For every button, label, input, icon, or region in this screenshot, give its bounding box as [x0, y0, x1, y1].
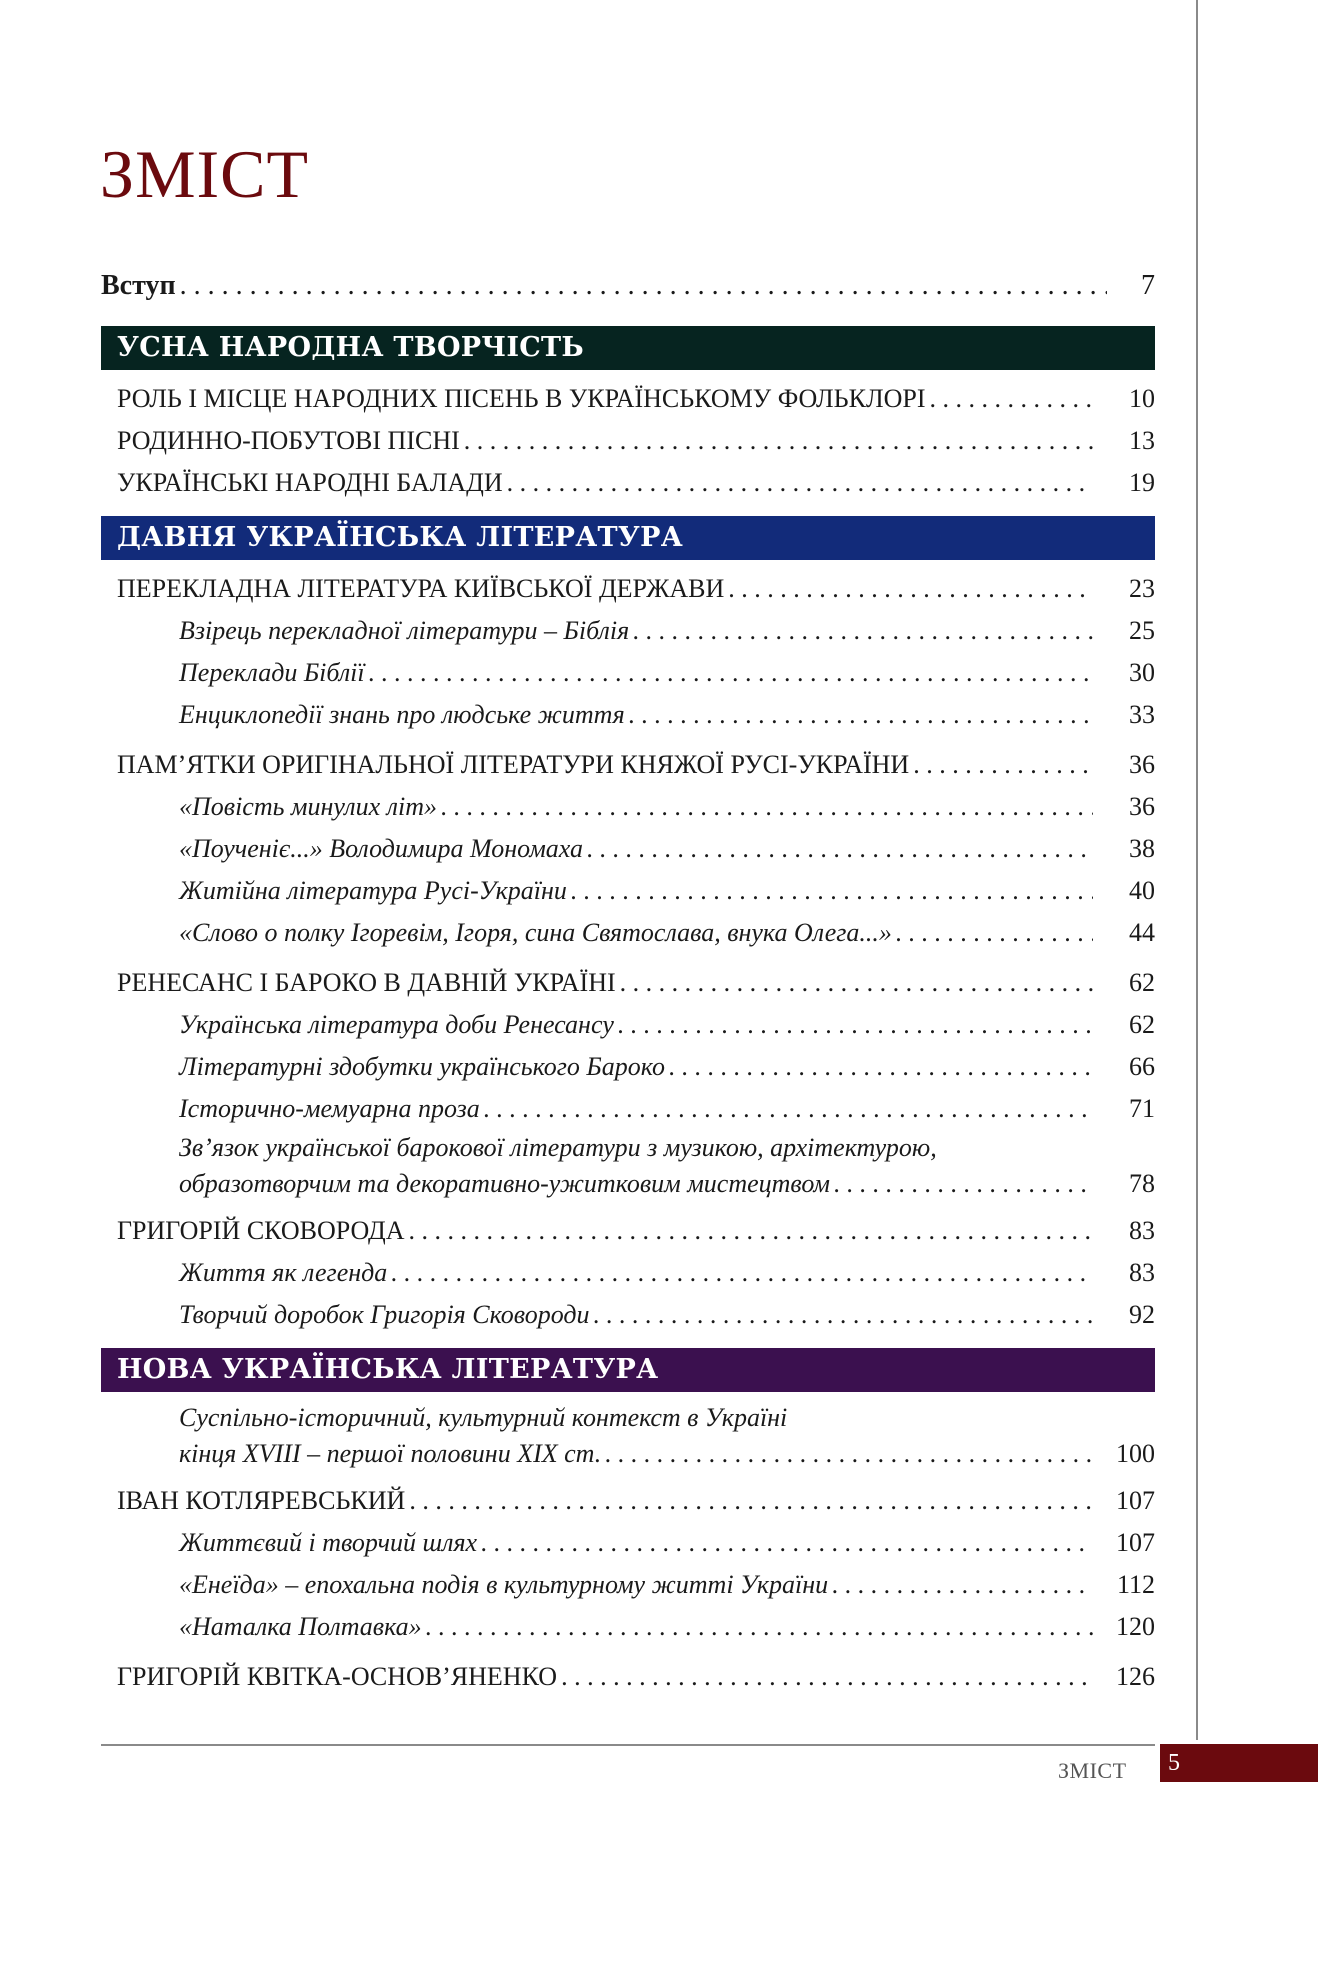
toc-entry-chapter[interactable]: [101, 420, 1155, 462]
toc-entry-chapter[interactable]: [101, 568, 1155, 610]
toc-entry-page: 10: [1129, 384, 1155, 413]
leader-dots: [629, 694, 1093, 736]
toc-entry-page: 13: [1129, 426, 1155, 455]
leader-dots: [561, 1656, 1093, 1698]
leader-dots: [620, 962, 1093, 1004]
toc-entry-page: 107: [1116, 1486, 1155, 1515]
toc-entry-chapter[interactable]: [101, 1480, 1155, 1522]
leader-dots: [409, 1480, 1093, 1522]
leader-dots: [633, 610, 1093, 652]
toc-entry-label: Життєвий і творчий шлях: [179, 1528, 478, 1557]
toc-entry-label: «Повість минулих літ»: [179, 792, 437, 821]
toc-intro-page: 7: [1141, 270, 1155, 301]
toc-entry-subtopic[interactable]: [101, 912, 1155, 954]
toc-entry-page: 112: [1116, 1570, 1155, 1599]
leader-dots: [484, 1088, 1093, 1130]
leader-dots: [464, 420, 1093, 462]
toc-entry-label: Переклади Біблії: [179, 658, 365, 687]
toc-entry-subtopic[interactable]: [101, 1088, 1155, 1130]
toc-entry-subtopic[interactable]: [101, 870, 1155, 912]
page-number: 5: [1168, 1750, 1180, 1776]
toc-entry-label: Українська література доби Ренесансу: [179, 1010, 614, 1039]
toc-entry-label: РЕНЕСАНС І БАРОКО В ДАВНІЙ УКРАЇНІ: [117, 968, 616, 997]
leader-dots: [896, 912, 1093, 954]
footer-page-box: [1160, 1744, 1318, 1782]
toc-entry-label: Житійна література Русі-України: [179, 876, 567, 905]
toc-intro-label: Вступ: [101, 270, 176, 301]
toc-entry-subtopic[interactable]: [101, 1606, 1155, 1648]
toc-entry-label: ПЕРЕКЛАДНА ЛІТЕРАТУРА КИЇВСЬКОЇ ДЕРЖАВИ: [117, 574, 725, 603]
toc-entry-page: 38: [1129, 834, 1155, 863]
toc-entry-page: 36: [1129, 750, 1155, 779]
toc-entry-label: РОЛЬ І МІСЦЕ НАРОДНИХ ПІСЕНЬ В УКРАЇНСЬКОМУ ФОЛЬКЛОРІ: [117, 384, 926, 413]
toc-entry-label: «Поученіє...» Володимира Мономаха: [179, 834, 583, 863]
section-heading: НОВА УКРАЇНСЬКА ЛІТЕРАТУРА: [101, 1348, 1155, 1392]
toc-entry-label: Життя як легенда: [179, 1258, 388, 1287]
toc-entry-subtopic[interactable]: [101, 610, 1155, 652]
toc-entry-page: 62: [1129, 1010, 1155, 1039]
page-title: ЗМІСТ: [100, 136, 310, 212]
toc-entry-page: 71: [1129, 1094, 1155, 1123]
leader-dots: [180, 258, 1107, 314]
leader-dots: [834, 1166, 1093, 1202]
toc-entry-subtopic[interactable]: [101, 786, 1155, 828]
section-heading: ДАВНЯ УКРАЇНСЬКА ЛІТЕРАТУРА: [101, 516, 1155, 560]
toc-entry-label: Творчий доробок Григорія Сковороди: [179, 1300, 590, 1329]
toc-entry-label: «Енеїда» – епохальна подія в культурному житті України: [179, 1570, 829, 1599]
toc-entry-page: 30: [1129, 658, 1155, 687]
toc-entry-subtopic[interactable]: [101, 652, 1155, 694]
toc-entry-page: 92: [1129, 1300, 1155, 1329]
toc-entry-page: 120: [1116, 1612, 1155, 1641]
footer-rule: [101, 1744, 1155, 1746]
leader-dots: [618, 1004, 1093, 1046]
toc-entry-page: 83: [1129, 1216, 1155, 1245]
toc-entry-chapter[interactable]: [101, 1656, 1155, 1698]
toc-entry-subtopic[interactable]: [101, 1252, 1155, 1294]
toc-entry-subtopic[interactable]: [101, 1004, 1155, 1046]
toc-entry-subtopic[interactable]: [101, 1564, 1155, 1606]
toc-entry-label: ІВАН КОТЛЯРЕВСЬКИЙ: [117, 1486, 406, 1515]
toc-entry-subtopic[interactable]: [101, 1294, 1155, 1336]
toc-entry-label: ГРИГОРІЙ СКОВОРОДА: [117, 1216, 405, 1245]
toc-entry-page: 107: [1116, 1528, 1155, 1557]
leader-dots: [929, 378, 1093, 420]
toc-entry-label: ПАМ’ЯТКИ ОРИГІНАЛЬНОЇ ЛІТЕРАТУРИ КНЯЖОЇ РУСІ-УКРАЇНИ: [117, 750, 910, 779]
spacer: [101, 1472, 1155, 1480]
toc-entry-page: 66: [1129, 1052, 1155, 1081]
toc-entry-subtopic[interactable]: [101, 828, 1155, 870]
toc-entry-subtopic[interactable]: [101, 694, 1155, 736]
toc-sections: [101, 326, 1155, 1698]
toc-entry-page: 83: [1129, 1258, 1155, 1287]
leader-dots: [409, 1210, 1093, 1252]
leader-dots: [594, 1294, 1093, 1336]
toc-entry-label: Зв’язок української барокової літератури з музикою, архітектурою,: [179, 1133, 937, 1162]
toc-entry-page: 40: [1129, 876, 1155, 905]
footer-running-title: ЗМІСТ: [1058, 1758, 1127, 1783]
leader-dots: [481, 1522, 1093, 1564]
toc-entry-page: 25: [1129, 616, 1155, 645]
toc-entry-subtopic[interactable]: [101, 1522, 1155, 1564]
leader-dots: [441, 786, 1093, 828]
spacer: [101, 1648, 1155, 1656]
spacer: [101, 736, 1155, 744]
leader-dots: [507, 462, 1093, 504]
toc-entry-subtopic[interactable]: [101, 1400, 1155, 1472]
spacer: [101, 954, 1155, 962]
spacer: [101, 1202, 1155, 1210]
toc-entry-label: УКРАЇНСЬКІ НАРОДНІ БАЛАДИ: [117, 468, 503, 497]
toc-entry-label: «Слово о полку Ігоревім, Ігоря, сина Святослава, внука Олега...»: [179, 918, 892, 947]
toc-entry-line: [179, 1436, 1155, 1472]
toc-entry-chapter[interactable]: [101, 744, 1155, 786]
toc-entry-line: [179, 1166, 1155, 1202]
leader-dots: [426, 1606, 1093, 1648]
leader-dots: [728, 568, 1093, 610]
toc-entry-chapter[interactable]: [101, 462, 1155, 504]
toc-entry-chapter[interactable]: [101, 962, 1155, 1004]
toc-entry-label: ГРИГОРІЙ КВІТКА-ОСНОВ’ЯНЕНКО: [117, 1662, 558, 1691]
leader-dots: [605, 1436, 1093, 1472]
toc-entry-label: Історично-мемуарна проза: [179, 1094, 480, 1123]
toc-entry-label-continued: кінця XVIII – першої половини ХІХ ст.: [179, 1439, 602, 1468]
toc-entry-page: 62: [1129, 968, 1155, 997]
section-heading: УСНА НАРОДНА ТВОРЧІСТЬ: [101, 326, 1155, 370]
toc-entry-label: Взірець перекладної літератури – Біблія: [179, 616, 630, 645]
toc-entry-page: 126: [1116, 1662, 1155, 1691]
toc-entry-label: «Наталка Полтавка»: [179, 1612, 422, 1641]
toc-entry-label: Літературні здобутки українського Бароко: [179, 1052, 665, 1081]
leader-dots: [391, 1252, 1093, 1294]
toc-entry-label: РОДИННО-ПОБУТОВІ ПІСНІ: [117, 426, 460, 455]
toc-entry-label: Суспільно-історичний, культурний контекст в Україні: [179, 1403, 788, 1432]
leader-dots: [571, 870, 1093, 912]
leader-dots: [369, 652, 1093, 694]
toc-entry-page: 36: [1129, 792, 1155, 821]
leader-dots: [587, 828, 1093, 870]
toc-intro[interactable]: [101, 258, 1155, 314]
toc-entry-page: 78: [1129, 1169, 1155, 1198]
toc-entry-page: 33: [1129, 700, 1155, 729]
toc-entry-chapter[interactable]: [101, 378, 1155, 420]
table-of-contents: [101, 258, 1155, 1698]
toc-entry-page: 23: [1129, 574, 1155, 603]
toc-entry-subtopic[interactable]: [101, 1130, 1155, 1202]
toc-entry-chapter[interactable]: [101, 1210, 1155, 1252]
leader-dots: [669, 1046, 1093, 1088]
toc-entry-label: Енциклопедії знань про людське життя: [179, 700, 625, 729]
margin-rule: [1196, 0, 1198, 1740]
leader-dots: [913, 744, 1093, 786]
toc-entry-subtopic[interactable]: [101, 1046, 1155, 1088]
toc-entry-label-continued: образотворчим та декоративно-ужитковим мистецтвом: [179, 1169, 830, 1198]
leader-dots: [832, 1564, 1093, 1606]
toc-entry-page: 19: [1129, 468, 1155, 497]
toc-entry-page: 100: [1116, 1439, 1155, 1468]
toc-entry-page: 44: [1129, 918, 1155, 947]
